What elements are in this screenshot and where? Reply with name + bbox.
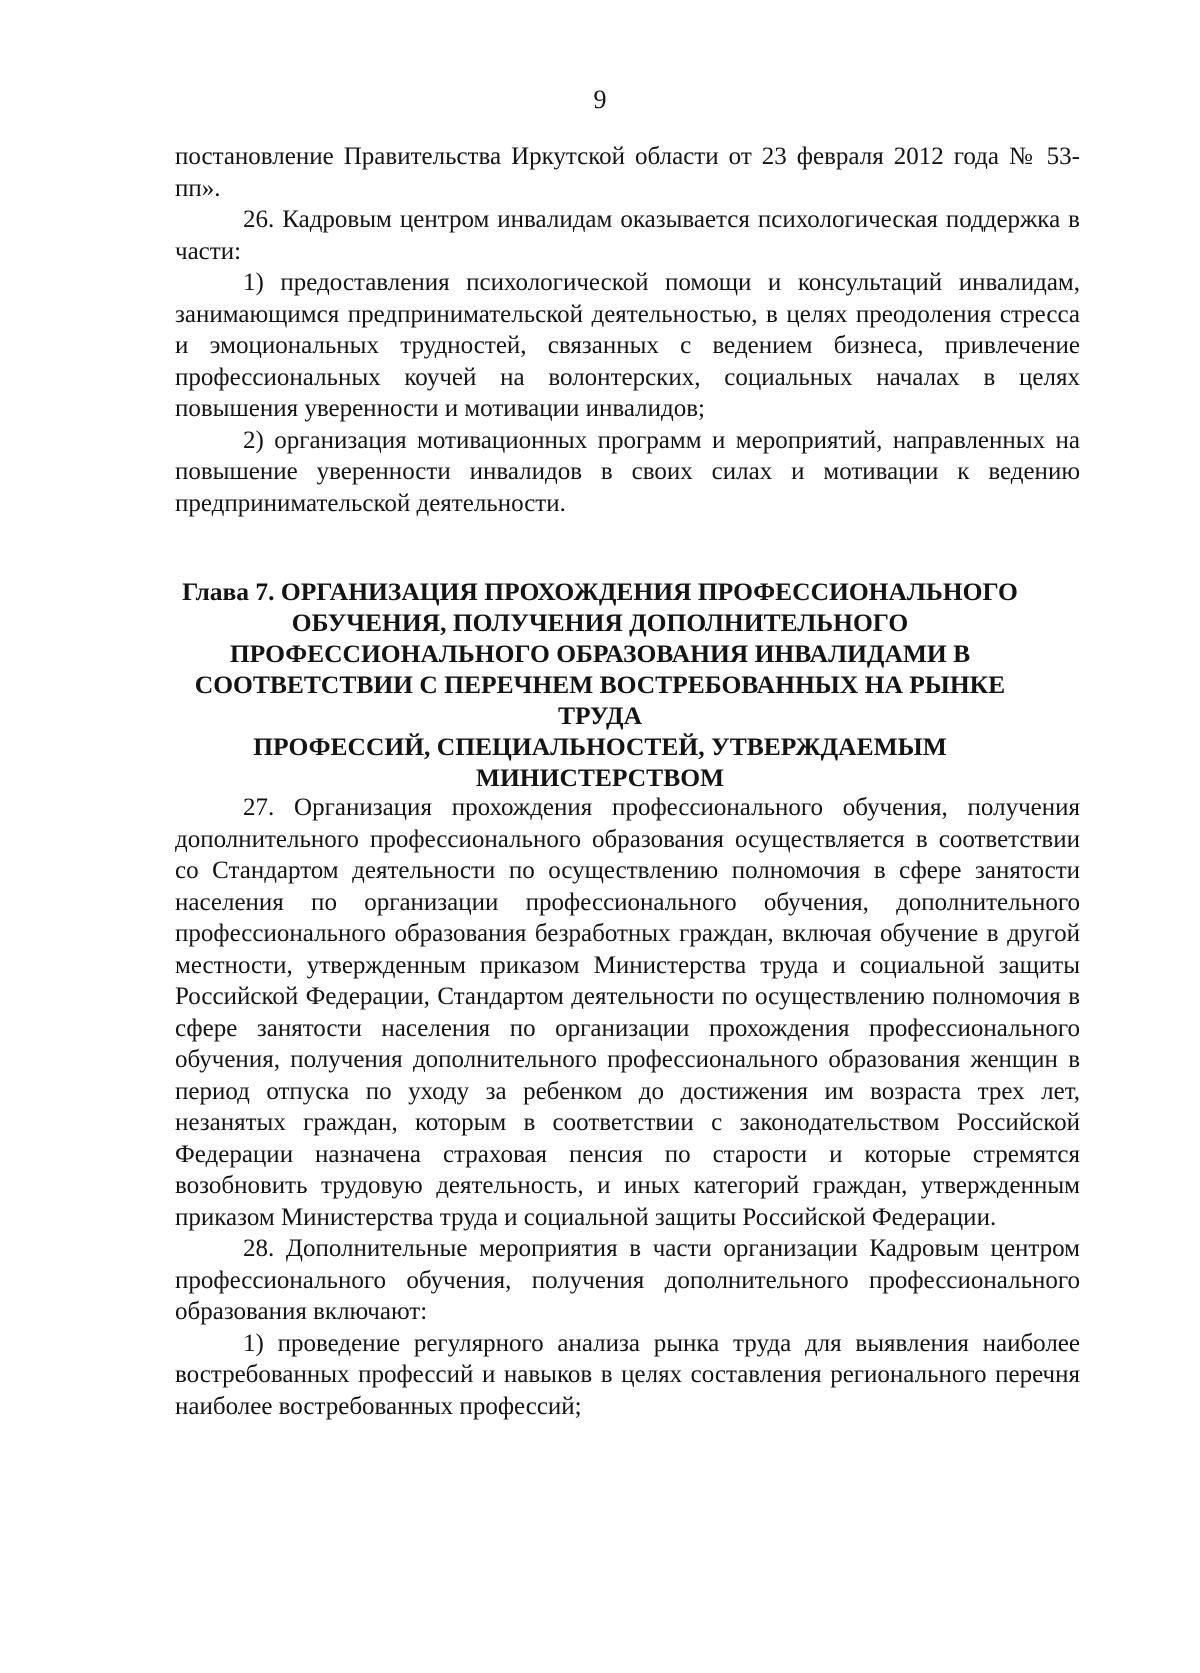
chapter-heading-line: Глава 7. ОРГАНИЗАЦИЯ ПРОХОЖДЕНИЯ ПРОФЕССИОНАЛЬНОГО bbox=[182, 577, 1018, 606]
paragraph-27: 27. Организация прохождения профессионального обучения, получения дополнительного профессионального образования осуществляется в соответствии со Стандартом деятельности по осуществлению полномочия в сфере занятости населения по организации профессионального обучения, дополнительного профессионального образования безработных граждан, включая обучение в другой местности, утвержденным приказом Министерства труда и социальной защиты Российской Федерации, Стандартом деятельности по осуществлению полномочия в сфере занятости населения по организации прохождения профессионального обучения, получения дополнительного профессионального образования женщин в период отпуска по уходу за ребенком до достижения им возраста трех лет, незанятых граждан, которым в соответствии с законодательством Российской Федерации назначена страховая пенсия по старости и которые стремятся возобновить трудовую деятельность, и иных категорий граждан, утвержденным приказом Министерства труда и социальной защиты Российской Федерации. bbox=[175, 794, 1080, 1231]
chapter-heading-line: ОБУЧЕНИЯ, ПОЛУЧЕНИЯ ДОПОЛНИТЕЛЬНОГО bbox=[291, 608, 909, 637]
list-item-26-2: 2) организация мотивационных программ и мероприятий, направленных на повышение уверенности инвалидов в своих силах и мотивации к ведению предпринимательской деятельности. bbox=[175, 426, 1080, 517]
paragraph-28: 28. Дополнительные мероприятия в части организации Кадровым центром профессионального обучения, получения дополнительного профессионального образования включают: bbox=[175, 1235, 1080, 1325]
chapter-heading-line: СООТВЕТСТВИИ С ПЕРЕЧНЕМ ВОСТРЕБОВАННЫХ НА РЫНКЕ ТРУДА bbox=[194, 670, 1006, 730]
chapter-heading-line: ПРОФЕССИОНАЛЬНОГО ОБРАЗОВАНИЯ ИНВАЛИДАМИ В bbox=[229, 639, 971, 668]
list-item-26-1: 1) предоставления психологической помощи и консультаций инвалидам, занимающимся предпринимательской деятельностью, в целях преодоления стресса и эмоциональных трудностей, связанных с ведением бизнеса, привлечение профессиональных коучей на волонтерских, социальных началах в целях повышения уверенности и мотивации инвалидов; bbox=[175, 269, 1080, 422]
page-number: 9 bbox=[593, 85, 607, 114]
text-block-2 bbox=[175, 792, 1080, 1422]
paragraph-continuation: постановление Правительства Иркутской области от 23 февраля 2012 года № 53-пп». bbox=[175, 143, 1080, 202]
list-item-28-1: 1) проведение регулярного анализа рынка труда для выявления наиболее востребованных профессий и навыков в целях составления регионального перечня наиболее востребованных профессий; bbox=[175, 1329, 1080, 1420]
paragraph-26: 26. Кадровым центром инвалидам оказывается психологическая поддержка в части: bbox=[175, 206, 1080, 265]
chapter-heading-line: МИНИСТЕРСТВОМ bbox=[475, 763, 725, 792]
text-block-1 bbox=[175, 141, 1080, 519]
chapter-heading-line: ПРОФЕССИЙ, СПЕЦИАЛЬНОСТЕЙ, УТВЕРЖДАЕМЫМ bbox=[253, 732, 947, 761]
chapter-heading bbox=[150, 576, 1050, 793]
